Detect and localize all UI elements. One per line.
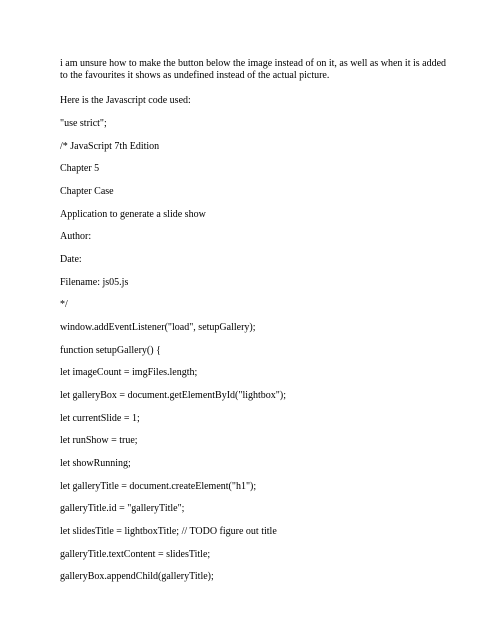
doc-line: "use strict";: [60, 118, 107, 129]
intro-line-1: i am unsure how to make the button below the image instead of on it, as well as when it is added: [60, 58, 447, 69]
doc-line: Chapter 5: [60, 163, 100, 174]
doc-line: let galleryTitle = document.createElement("h1");: [60, 481, 257, 492]
doc-line: Application to generate a slide show: [60, 209, 206, 220]
intro-line-2: to the favourites it shows as undefined instead of the actual picture.: [60, 70, 330, 81]
doc-line: Date:: [60, 254, 82, 265]
doc-line: let slidesTitle = lightboxTitle; // TODO figure out title: [60, 526, 277, 537]
doc-line: /* JavaScript 7th Edition: [60, 141, 160, 152]
doc-line: */: [60, 299, 68, 310]
doc-line: let runShow = true;: [60, 435, 138, 446]
doc-line: window.addEventListener("load", setupGallery);: [60, 322, 256, 333]
doc-line: function setupGallery() {: [60, 345, 161, 356]
doc-line: Filename: js05.js: [60, 277, 129, 288]
doc-line: galleryTitle.id = "galleryTitle";: [60, 503, 185, 514]
doc-line: let imageCount = imgFiles.length;: [60, 367, 198, 378]
doc-line: let galleryBox = document.getElementById("lightbox");: [60, 390, 286, 401]
doc-line: Chapter Case: [60, 186, 114, 197]
doc-line: Author:: [60, 231, 92, 242]
doc-line: let showRunning;: [60, 458, 131, 469]
doc-line: Here is the Javascript code used:: [60, 95, 191, 106]
doc-line: galleryBox.appendChild(galleryTitle);: [60, 571, 214, 582]
doc-line: galleryTitle.textContent = slidesTitle;: [60, 549, 211, 560]
doc-line: let currentSlide = 1;: [60, 413, 140, 424]
